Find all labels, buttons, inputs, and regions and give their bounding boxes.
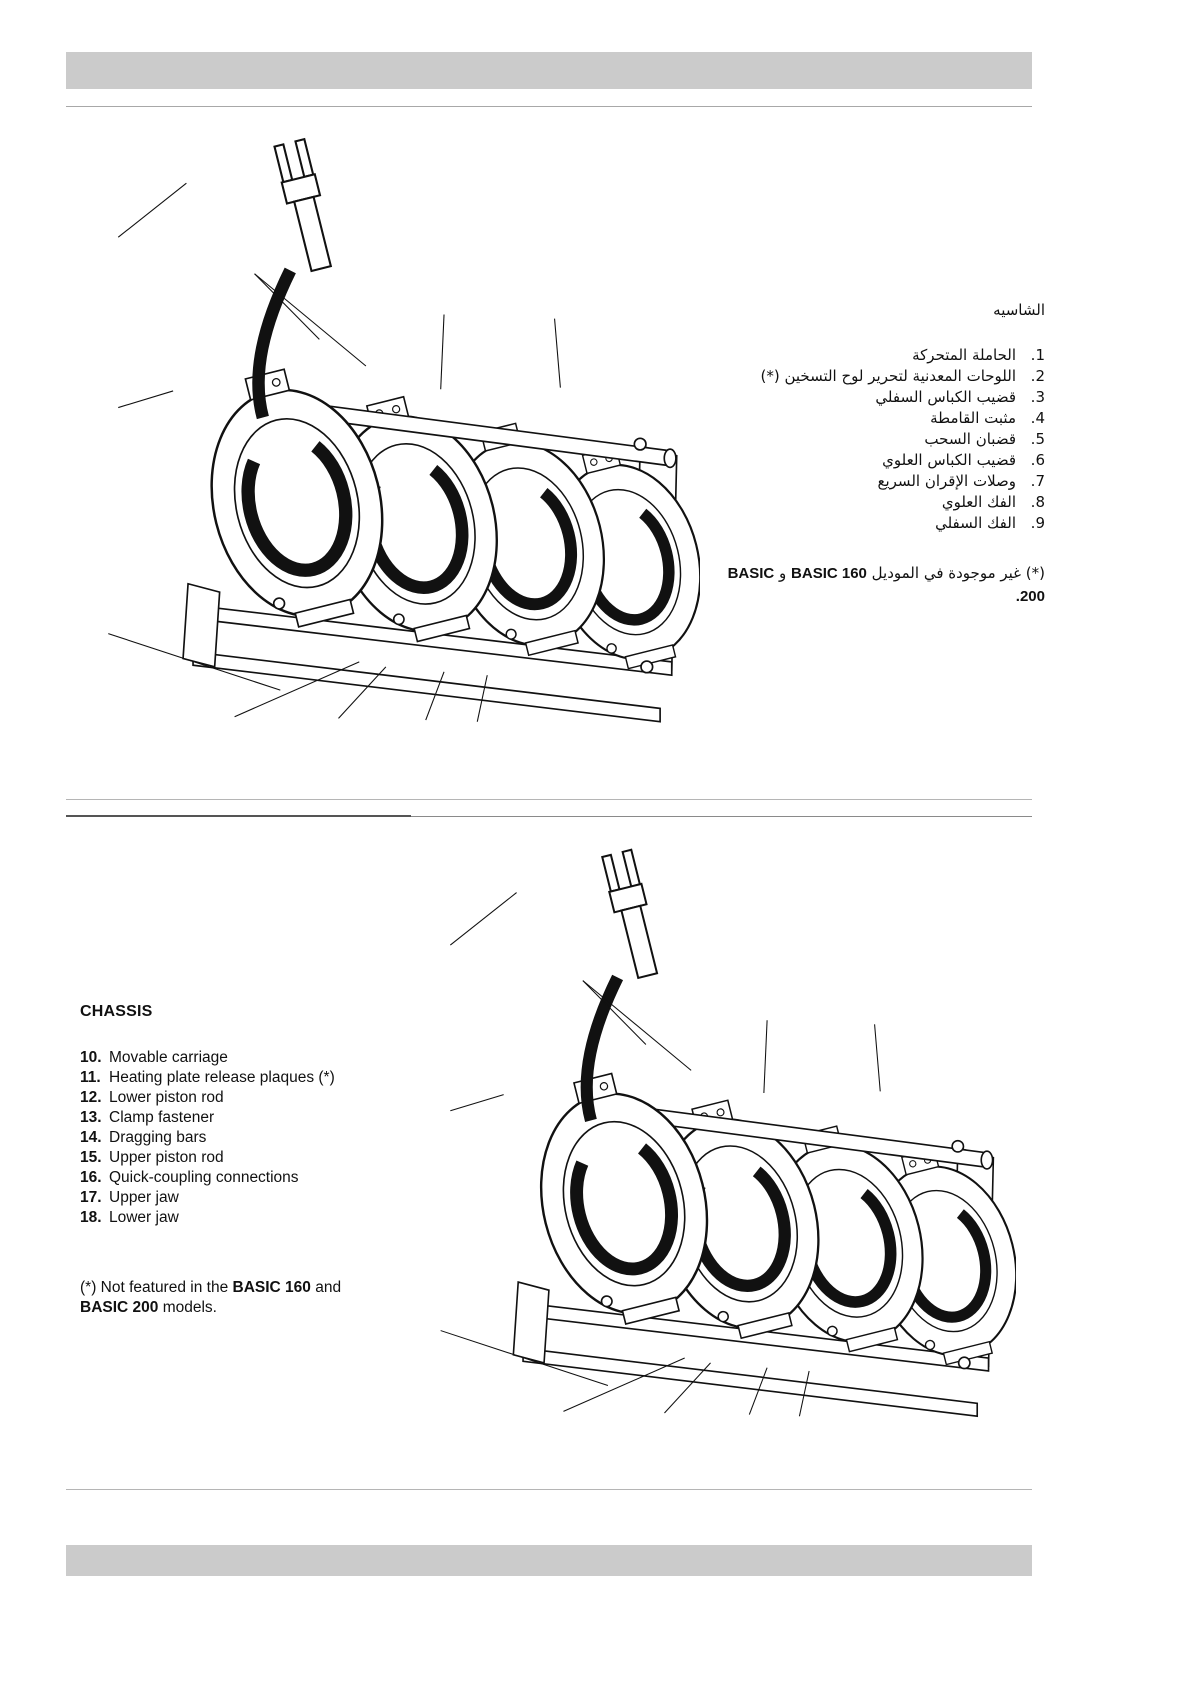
footnote-suffix: models.	[158, 1299, 217, 1316]
item-number: 12.	[80, 1089, 102, 1106]
item-number: 15.	[80, 1149, 102, 1166]
footnote-conjunction: و	[774, 564, 792, 582]
list-item	[700, 492, 1045, 513]
item-label: Upper piston rod	[109, 1149, 224, 1166]
section-divider-rule-1	[66, 799, 1032, 800]
item-label: Quick-coupling connections	[109, 1169, 299, 1186]
item-label: مثبت القامطة	[930, 409, 1016, 427]
item-number: 17.	[80, 1189, 102, 1206]
english-parts-section	[80, 1002, 425, 1318]
model-name: BASIC 160	[232, 1279, 311, 1296]
item-label: قضيب الكباس السفلي	[875, 388, 1016, 406]
chassis-diagram-english	[418, 826, 1016, 1444]
section-divider-rule-accent	[66, 815, 411, 817]
footer-rule	[66, 1489, 1032, 1490]
item-label: Upper jaw	[109, 1189, 179, 1206]
item-number: 7.	[1030, 472, 1045, 490]
footer-gray-bar	[66, 1545, 1032, 1576]
list-item	[80, 1048, 425, 1068]
arabic-parts-list	[700, 345, 1045, 534]
footnote-conjunction: and	[310, 1279, 342, 1296]
item-label: الحاملة المتحركة	[912, 346, 1016, 364]
item-label: Heating plate release plaques (*)	[109, 1069, 335, 1086]
arabic-section-heading: الشاسيه	[993, 301, 1045, 319]
model-name: BASIC 160	[791, 565, 867, 582]
item-number: 2.	[1030, 367, 1045, 385]
item-number: 9.	[1030, 514, 1045, 532]
item-label: Dragging bars	[109, 1129, 207, 1146]
list-item	[700, 408, 1045, 429]
item-label: الفك العلوي	[941, 493, 1016, 511]
arabic-parts-section	[700, 300, 1045, 608]
item-number: 4.	[1030, 409, 1045, 427]
list-item	[700, 366, 1045, 387]
item-number: 16.	[80, 1169, 102, 1186]
list-item	[80, 1188, 425, 1208]
footnote-text: (*) غير موجودة في الموديل	[866, 564, 1045, 582]
item-number: 14.	[80, 1129, 102, 1146]
list-item	[700, 471, 1045, 492]
item-label: Lower piston rod	[109, 1089, 224, 1106]
item-label: قضيب الكباس العلوي	[882, 451, 1016, 469]
chassis-diagram-arabic	[85, 125, 700, 740]
list-item	[700, 429, 1045, 450]
footnote-line2: .200	[1015, 588, 1045, 605]
item-number: 3.	[1030, 388, 1045, 406]
list-item	[80, 1128, 425, 1148]
item-label: قضبان السحب	[924, 430, 1016, 448]
english-parts-list	[80, 1048, 425, 1228]
list-item	[700, 387, 1045, 408]
item-number: 8.	[1030, 493, 1045, 511]
footnote-text: (*) Not featured in the	[80, 1279, 233, 1296]
list-item	[700, 345, 1045, 366]
list-item	[80, 1148, 425, 1168]
item-label: Clamp fastener	[109, 1109, 215, 1126]
item-number: 6.	[1030, 451, 1045, 469]
item-number: 10.	[80, 1049, 102, 1066]
model-name: BASIC 200	[80, 1299, 159, 1316]
item-label: Lower jaw	[109, 1209, 179, 1226]
model-name: BASIC	[727, 565, 775, 582]
header-gray-bar	[66, 52, 1032, 89]
item-label: Movable carriage	[109, 1049, 228, 1066]
list-item	[700, 513, 1045, 534]
item-label: وصلات الإقران السريع	[877, 472, 1016, 490]
english-footnote	[80, 1278, 382, 1318]
list-item	[80, 1168, 425, 1188]
header-rule	[66, 106, 1032, 107]
list-item	[700, 450, 1045, 471]
item-number: 5.	[1030, 430, 1045, 448]
english-section-heading: CHASSIS	[80, 1003, 153, 1020]
list-item	[80, 1088, 425, 1108]
item-number: 18.	[80, 1209, 102, 1226]
item-number: 1.	[1030, 346, 1045, 364]
item-label: اللوحات المعدنية لتحرير لوح التسخين (*)	[760, 367, 1016, 385]
arabic-footnote	[700, 562, 1045, 608]
item-number: 11.	[80, 1069, 101, 1086]
list-item	[80, 1108, 425, 1128]
list-item	[80, 1208, 425, 1228]
item-number: 13.	[80, 1109, 102, 1126]
item-label: الفك السفلي	[935, 514, 1016, 532]
list-item	[80, 1068, 425, 1088]
